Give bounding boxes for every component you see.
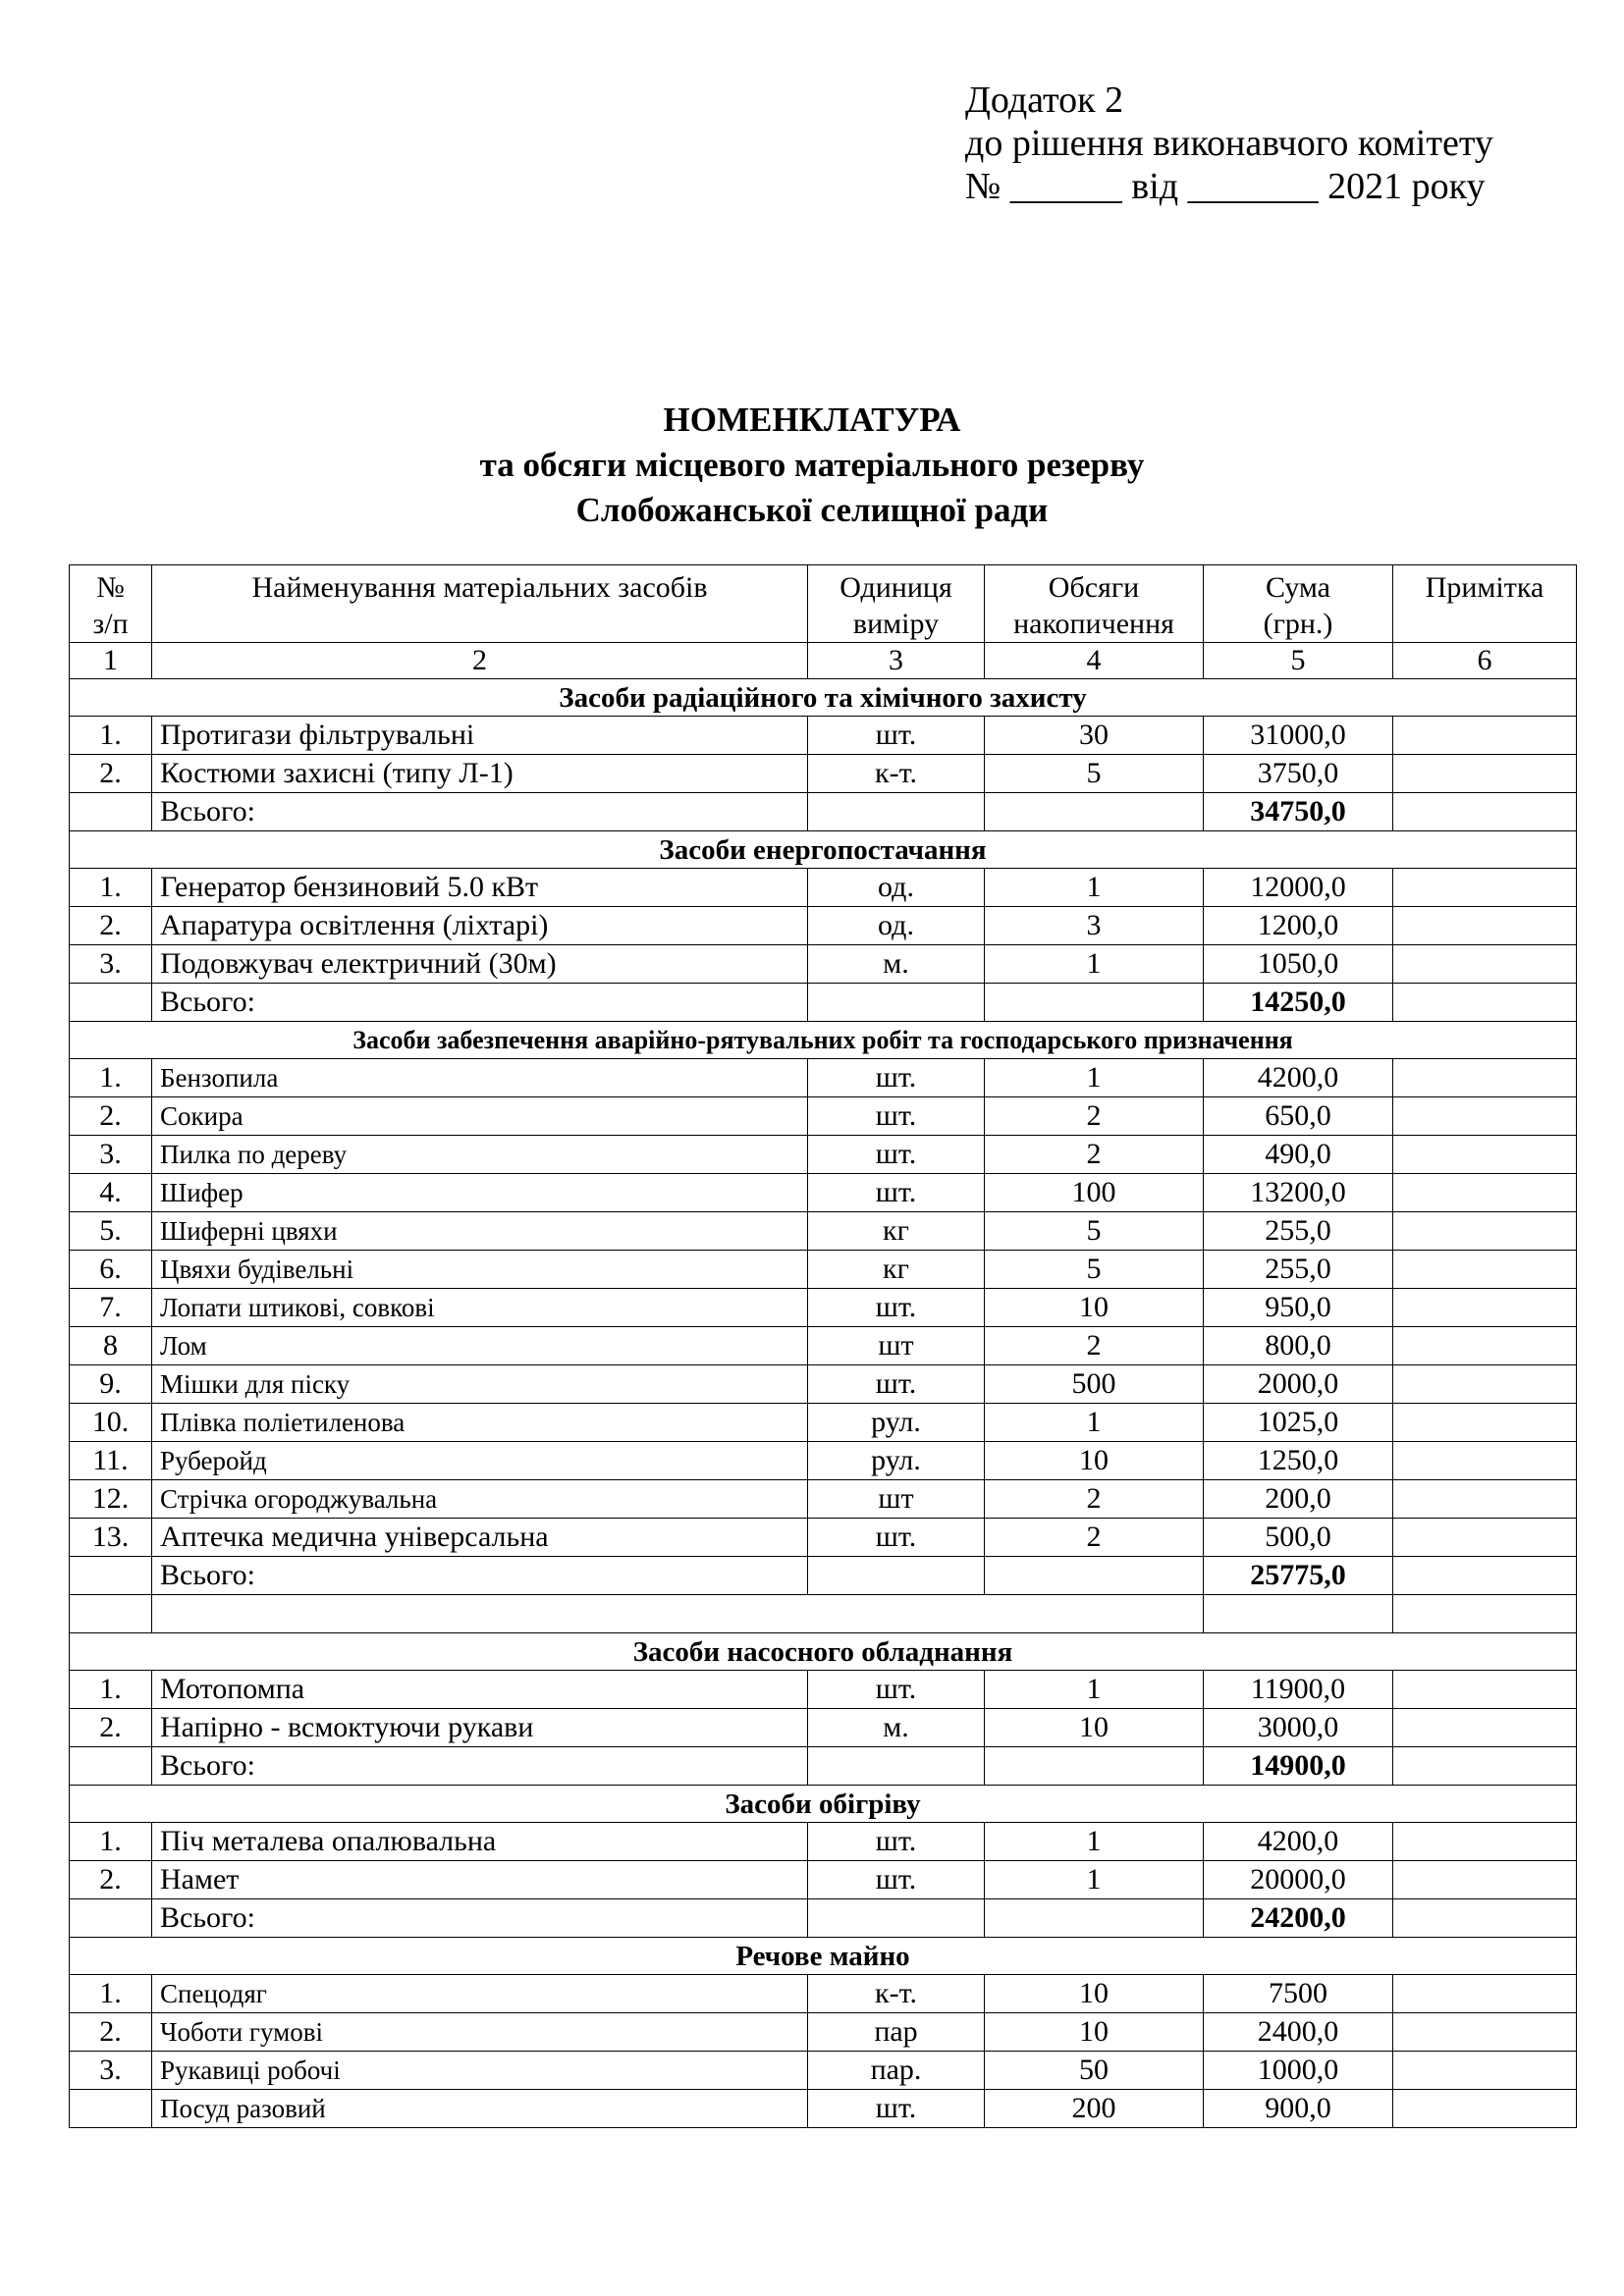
item-name: Бензопила [152,1059,808,1097]
item-sum: 3750,0 [1204,755,1393,793]
row-number: 13. [70,1519,152,1557]
row-number: 2. [70,1709,152,1747]
empty-cell [70,1595,152,1633]
total-unit [808,1899,985,1938]
item-unit: од. [808,907,985,945]
item-note [1393,1365,1577,1404]
table-row [70,945,1577,984]
total-qty [985,984,1204,1022]
item-quantity: 1 [985,1861,1204,1899]
header-num-line-2: з/п [92,608,129,640]
total-label: Всього: [152,1557,808,1595]
item-sum: 200,0 [1204,1480,1393,1519]
item-name: Рукавиці робочі [152,2052,808,2090]
total-row [70,984,1577,1022]
item-sum: 1025,0 [1204,1404,1393,1442]
title-line-3: Слобожанської селищної ради [575,491,1049,529]
item-quantity: 1 [985,1823,1204,1861]
item-unit: м. [808,1709,985,1747]
title-line-1: НОМЕНКЛАТУРА [663,400,961,439]
section-title: Засоби обігріву [70,1786,1577,1823]
column-index: 2 [152,643,808,679]
item-quantity: 1 [985,869,1204,907]
item-sum: 4200,0 [1204,1823,1393,1861]
item-sum: 900,0 [1204,2090,1393,2128]
item-sum: 11900,0 [1204,1671,1393,1709]
section-title: Засоби забезпечення аварійно-рятувальних робіт та господарського призначення [70,1022,1577,1059]
total-note [1393,1899,1577,1938]
item-note [1393,1975,1577,2013]
item-quantity: 200 [985,2090,1204,2128]
item-name: Шиферні цвяхи [152,1212,808,1251]
header-name: Найменування матеріальних засобів [152,565,808,643]
item-name: Генератор бензиновий 5.0 кВт [152,869,808,907]
item-note [1393,1442,1577,1480]
annex-header [965,79,1493,208]
item-note [1393,717,1577,755]
total-unit [808,1557,985,1595]
total-row [70,793,1577,831]
item-sum: 13200,0 [1204,1174,1393,1212]
total-row [70,1557,1577,1595]
header-unit-line-1: Одиниця [839,571,952,604]
row-number: 2. [70,755,152,793]
table-row [70,2052,1577,2090]
section-title: Засоби насосного обладнання [70,1633,1577,1671]
table-row [70,1823,1577,1861]
table-row [70,1404,1577,1442]
table-row [70,1519,1577,1557]
item-unit: шт. [808,1136,985,1174]
total-unit [808,793,985,831]
row-number: 1. [70,1975,152,2013]
total-qty [985,1747,1204,1786]
item-sum: 7500 [1204,1975,1393,2013]
row-number: 1. [70,1823,152,1861]
table-row [70,2090,1577,2128]
row-number: 9. [70,1365,152,1404]
row-number: 3. [70,945,152,984]
header-qty [985,565,1204,643]
item-note [1393,1709,1577,1747]
annex-line-3: № ______ від _______ 2021 року [965,166,1486,207]
item-sum: 650,0 [1204,1097,1393,1136]
item-note [1393,1212,1577,1251]
item-note [1393,1174,1577,1212]
item-sum: 3000,0 [1204,1709,1393,1747]
item-note [1393,1327,1577,1365]
item-quantity: 1 [985,1671,1204,1709]
item-unit: шт. [808,1289,985,1327]
annex-line-1: Додаток 2 [965,80,1124,121]
item-name: Напірно - всмоктуючи рукави [152,1709,808,1747]
row-number: 12. [70,1480,152,1519]
item-name: Чоботи гумові [152,2013,808,2052]
item-quantity: 5 [985,1212,1204,1251]
empty-row [70,1595,1577,1633]
table-row [70,1861,1577,1899]
row-number: 2. [70,1861,152,1899]
total-label: Всього: [152,1747,808,1786]
total-qty [985,793,1204,831]
item-name: Протигази фільтрувальні [152,717,808,755]
item-name: Сокира [152,1097,808,1136]
item-note [1393,1519,1577,1557]
item-note [1393,2090,1577,2128]
item-quantity: 50 [985,2052,1204,2090]
item-name: Подовжувач електричний (30м) [152,945,808,984]
header-num [70,565,152,643]
section-heading-row [70,1786,1577,1823]
item-name: Костюми захисні (типу Л-1) [152,755,808,793]
table-row [70,1365,1577,1404]
header-sum-line-2: (грн.) [1263,608,1333,640]
column-index: 3 [808,643,985,679]
item-unit: шт. [808,1823,985,1861]
item-sum: 255,0 [1204,1212,1393,1251]
item-name: Руберойд [152,1442,808,1480]
item-sum: 1000,0 [1204,2052,1393,2090]
item-note [1393,1289,1577,1327]
total-qty [985,1899,1204,1938]
item-unit: рул. [808,1404,985,1442]
section-title: Речове майно [70,1938,1577,1975]
item-unit: од. [808,869,985,907]
total-sum: 24200,0 [1204,1899,1393,1938]
item-quantity: 10 [985,1289,1204,1327]
item-note [1393,2052,1577,2090]
section-heading-row [70,679,1577,717]
item-unit: шт. [808,2090,985,2128]
item-quantity: 2 [985,1480,1204,1519]
item-sum: 31000,0 [1204,717,1393,755]
item-note [1393,1823,1577,1861]
item-quantity: 1 [985,945,1204,984]
row-number: 7. [70,1289,152,1327]
header-qty-line-2: накопичення [1013,608,1174,640]
item-quantity: 30 [985,717,1204,755]
item-note [1393,755,1577,793]
item-unit: шт. [808,1365,985,1404]
header-row [70,565,1577,643]
row-number: 2. [70,2013,152,2052]
item-quantity: 2 [985,1097,1204,1136]
item-unit: шт [808,1327,985,1365]
item-note [1393,1480,1577,1519]
item-sum: 500,0 [1204,1519,1393,1557]
item-note [1393,1404,1577,1442]
item-note [1393,1097,1577,1136]
item-name: Цвяхи будівельні [152,1251,808,1289]
total-sum: 25775,0 [1204,1557,1393,1595]
total-qty [985,1557,1204,1595]
row-number: 8 [70,1327,152,1365]
row-number: 5. [70,1212,152,1251]
reserve-table [69,564,1577,2128]
section-heading-row [70,1938,1577,1975]
total-unit [808,1747,985,1786]
item-note [1393,907,1577,945]
item-name: Посуд разовий [152,2090,808,2128]
table-row [70,1289,1577,1327]
total-sum: 34750,0 [1204,793,1393,831]
document-title [0,398,1624,533]
total-sum: 14900,0 [1204,1747,1393,1786]
table-row [70,717,1577,755]
item-sum: 800,0 [1204,1327,1393,1365]
item-unit: кг [808,1212,985,1251]
table-row [70,1671,1577,1709]
item-note [1393,1861,1577,1899]
total-row [70,1747,1577,1786]
section-heading-row [70,1633,1577,1671]
item-unit: м. [808,945,985,984]
item-unit: пар. [808,2052,985,2090]
total-num [70,1747,152,1786]
total-note [1393,1747,1577,1786]
item-sum: 255,0 [1204,1251,1393,1289]
header-num-line-1: № [96,571,125,604]
row-number [70,2090,152,2128]
header-unit [808,565,985,643]
item-unit: шт. [808,1861,985,1899]
item-quantity: 10 [985,1709,1204,1747]
row-number: 10. [70,1404,152,1442]
total-label: Всього: [152,793,808,831]
column-index: 6 [1393,643,1577,679]
item-sum: 1200,0 [1204,907,1393,945]
table-row [70,1174,1577,1212]
header-note: Примітка [1393,565,1577,643]
header-qty-line-1: Обсяги [1048,571,1140,604]
item-sum: 950,0 [1204,1289,1393,1327]
item-unit: к-т. [808,755,985,793]
item-sum: 490,0 [1204,1136,1393,1174]
total-num [70,984,152,1022]
total-label: Всього: [152,984,808,1022]
total-num [70,1899,152,1938]
item-quantity: 10 [985,2013,1204,2052]
total-label: Всього: [152,1899,808,1938]
row-number: 11. [70,1442,152,1480]
item-unit: пар [808,2013,985,2052]
item-unit: шт. [808,1059,985,1097]
row-number: 1. [70,1671,152,1709]
section-heading-row [70,831,1577,869]
item-name: Шифер [152,1174,808,1212]
section-title: Засоби енергопостачання [70,831,1577,869]
item-quantity: 500 [985,1365,1204,1404]
column-index: 5 [1204,643,1393,679]
total-num [70,1557,152,1595]
item-quantity: 2 [985,1327,1204,1365]
item-note [1393,869,1577,907]
total-row [70,1899,1577,1938]
item-name: Плівка поліетиленова [152,1404,808,1442]
item-quantity: 10 [985,1975,1204,2013]
item-note [1393,1136,1577,1174]
empty-cell [152,1595,1204,1633]
section-title: Засоби радіаційного та хімічного захисту [70,679,1577,717]
table-row [70,1975,1577,2013]
table-row [70,1097,1577,1136]
table-row [70,1212,1577,1251]
header-sum [1204,565,1393,643]
column-index: 4 [985,643,1204,679]
row-number: 1. [70,1059,152,1097]
item-quantity: 5 [985,755,1204,793]
annex-line-2: до рішення виконавчого комітету [965,123,1493,164]
total-unit [808,984,985,1022]
item-name: Стрічка огороджувальна [152,1480,808,1519]
header-unit-line-2: виміру [852,608,940,640]
item-unit: шт. [808,1671,985,1709]
item-unit: шт. [808,1519,985,1557]
row-number: 3. [70,2052,152,2090]
total-note [1393,984,1577,1022]
table-row [70,1136,1577,1174]
empty-cell [1393,1595,1577,1633]
item-name: Пилка по дереву [152,1136,808,1174]
item-unit: к-т. [808,1975,985,2013]
item-quantity: 1 [985,1059,1204,1097]
item-name: Лопати штикові, совкові [152,1289,808,1327]
row-number: 1. [70,869,152,907]
total-sum: 14250,0 [1204,984,1393,1022]
item-name: Намет [152,1861,808,1899]
total-num [70,793,152,831]
item-name: Піч металева опалювальна [152,1823,808,1861]
item-name: Лом [152,1327,808,1365]
item-unit: рул. [808,1442,985,1480]
row-number: 4. [70,1174,152,1212]
table-row [70,2013,1577,2052]
table-row [70,1059,1577,1097]
item-note [1393,2013,1577,2052]
table-row [70,1251,1577,1289]
item-sum: 1250,0 [1204,1442,1393,1480]
item-quantity: 2 [985,1519,1204,1557]
column-index: 1 [70,643,152,679]
item-quantity: 2 [985,1136,1204,1174]
item-name: Аптечка медична універсальна [152,1519,808,1557]
title-line-2: та обсяги місцевого матеріального резерву [479,446,1145,484]
row-number: 2. [70,1097,152,1136]
item-quantity: 100 [985,1174,1204,1212]
item-note [1393,1671,1577,1709]
item-sum: 1050,0 [1204,945,1393,984]
row-number: 1. [70,717,152,755]
item-sum: 4200,0 [1204,1059,1393,1097]
header-sum-line-1: Сума [1266,571,1330,604]
total-note [1393,1557,1577,1595]
item-unit: кг [808,1251,985,1289]
table-row [70,869,1577,907]
item-sum: 2000,0 [1204,1365,1393,1404]
empty-cell [1204,1595,1393,1633]
item-quantity: 5 [985,1251,1204,1289]
total-note [1393,793,1577,831]
item-quantity: 10 [985,1442,1204,1480]
item-sum: 2400,0 [1204,2013,1393,2052]
section-heading-row [70,1022,1577,1059]
table-row [70,755,1577,793]
table-row [70,907,1577,945]
row-number: 2. [70,907,152,945]
item-note [1393,1059,1577,1097]
column-index-row [70,643,1577,679]
item-sum: 12000,0 [1204,869,1393,907]
item-note [1393,945,1577,984]
item-name: Апаратура освітлення (ліхтарі) [152,907,808,945]
row-number: 3. [70,1136,152,1174]
item-quantity: 3 [985,907,1204,945]
item-unit: шт. [808,717,985,755]
table-row [70,1480,1577,1519]
item-name: Мішки для піску [152,1365,808,1404]
item-unit: шт. [808,1097,985,1136]
item-unit: шт [808,1480,985,1519]
item-quantity: 1 [985,1404,1204,1442]
item-sum: 20000,0 [1204,1861,1393,1899]
table-row [70,1442,1577,1480]
table-row [70,1709,1577,1747]
item-unit: шт. [808,1174,985,1212]
item-name: Спецодяг [152,1975,808,2013]
item-name: Мотопомпа [152,1671,808,1709]
row-number: 6. [70,1251,152,1289]
table-row [70,1327,1577,1365]
item-note [1393,1251,1577,1289]
